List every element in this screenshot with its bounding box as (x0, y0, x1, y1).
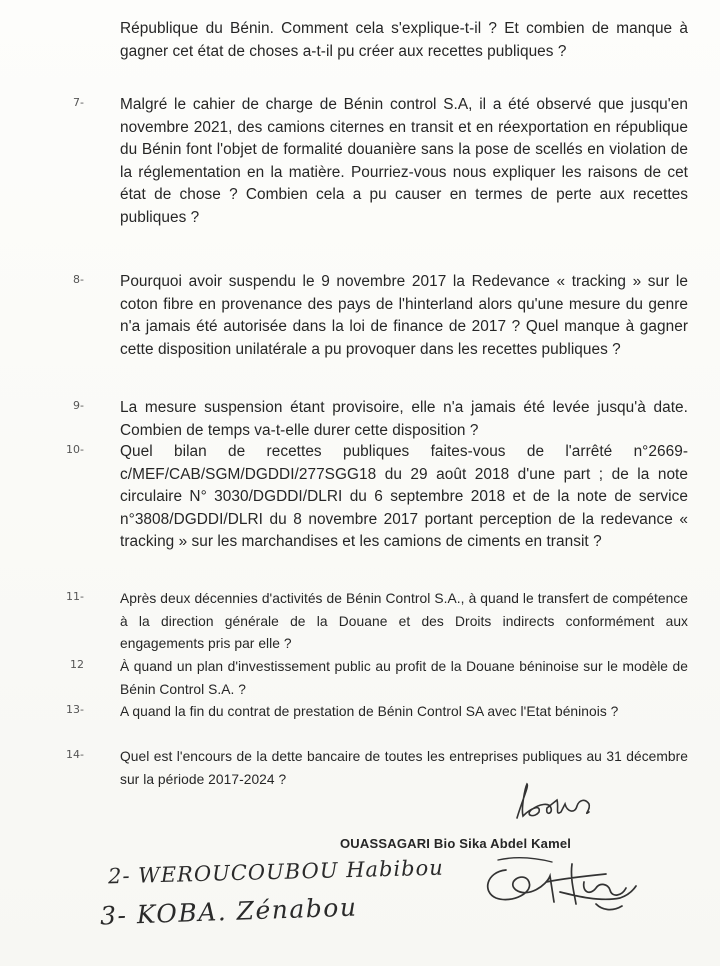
question-item (73, 271, 688, 361)
question-number: 14- (66, 748, 84, 761)
question-number: 12 (70, 658, 84, 671)
question-text: Malgré le cahier de charge de Bénin control S.A, il a été observé que jusqu'en novembre 2021, des camions citernes en transit et en réexportation en république du Bénin font l'objet de formalité douanière sans la pose de scellés en violation de la réglementation en la matière. Pourriez-vous nous expliquer les raisons de cet état de chose ? Combien cela a pu causer en termes de perte aux recettes publiques ? (120, 96, 688, 226)
question-item (73, 94, 688, 230)
question-item (66, 588, 688, 656)
continuation-paragraph (120, 18, 688, 63)
question-number: 10- (66, 443, 84, 456)
question-text: A quand la fin du contrat de prestation de Bénin Control SA avec l'Etat béninois ? (120, 704, 619, 719)
question-text: À quand un plan d'investissement public au profit de la Douane béninoise sur le modèle de Bénin Control S.A. ? (120, 659, 688, 697)
question-number: 7- (73, 96, 84, 109)
question-text: Après deux décennies d'activités de Bénin Control S.A., à quand le transfert de compétence à la direction générale de la Douane et des Droits indirects conformément aux engagements pris par elle ? (120, 591, 688, 651)
question-number: 9- (73, 399, 84, 412)
handwritten-name-2: 2- WEROUCOUBOU Habibou (107, 855, 445, 889)
question-text: Quel est l'encours de la dette bancaire de toutes les entreprises publiques au 31 décembre sur la période 2017-2024 ? (120, 749, 688, 787)
question-number: 13- (66, 703, 84, 716)
question-text: La mesure suspension étant provisoire, elle n'a jamais été levée jusqu'à date. Combien de temps va-t-elle durer cette disposition ? (120, 399, 688, 439)
question-text: Pourquoi avoir suspendu le 9 novembre 2017 la Redevance « tracking » sur le coton fibre en provenance des pays de l'hinterland alors qu'une mesure du genre n'a jamais été autorisée dans la loi de finance de 2017 ? Quel manque à gagner cette disposition unilatérale a pu provoquer dans les recettes publiques ? (120, 273, 688, 358)
continuation-text: République du Bénin. Comment cela s'explique-t-il ? Et combien de manque à gagner cet état de choses a-t-il pu créer aux recettes publiques ? (120, 20, 688, 60)
question-number: 8- (73, 273, 84, 286)
signature-scribble-2 (476, 852, 646, 922)
question-item (73, 397, 688, 442)
question-text: Quel bilan de recettes publiques faites-vous de l'arrêté n°2669-c/MEF/CAB/SGM/DGDDI/277SGG18 du 29 août 2018 d'une part ; de la note circulaire N° 3030/DGDDI/DLRI du 6 septembre 2018 et de la note de service n°3808/DGDDI/DLRI du 8 novembre 2017 portant perception de la redevance « tracking » sur les marchandises et les camions de ciments en transit ? (120, 443, 688, 551)
question-item (70, 656, 688, 701)
question-number: 11- (66, 590, 84, 603)
question-item (66, 441, 688, 554)
handwritten-name-3: 3- KOBA. Zénabou (99, 892, 358, 931)
signature-scribble (505, 778, 605, 824)
question-item (66, 701, 688, 724)
signatory-name: OUASSAGARI Bio Sika Abdel Kamel (340, 836, 572, 851)
